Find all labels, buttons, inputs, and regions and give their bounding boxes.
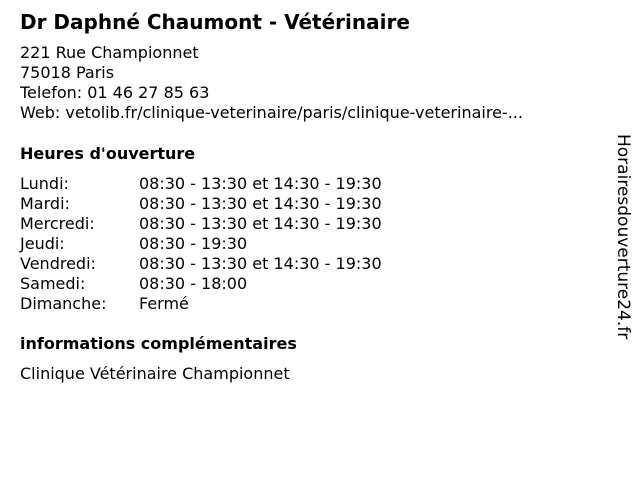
hours-value: 08:30 - 13:30 et 14:30 - 19:30 <box>139 254 382 273</box>
phone-number[interactable]: Telefon: 01 46 27 85 63 <box>20 83 210 102</box>
hours-row-tuesday <box>20 194 382 214</box>
page-title: Dr Daphné Chaumont - Vétérinaire <box>20 10 410 34</box>
hours-row-monday <box>20 174 382 194</box>
hours-row-saturday <box>20 274 382 294</box>
day-label: Mardi: <box>20 194 70 213</box>
hours-value: 08:30 - 18:00 <box>139 274 248 293</box>
website-link[interactable]: Web: vetolib.fr/clinique-veterinaire/paris/clinique-veterinaire-... <box>20 103 523 122</box>
opening-hours-heading: Heures d'ouverture <box>20 144 196 163</box>
additional-info-heading: informations complémentaires <box>20 334 297 353</box>
hours-value: 08:30 - 13:30 et 14:30 - 19:30 <box>139 174 382 193</box>
hours-value: 08:30 - 19:30 <box>139 234 248 253</box>
hours-row-sunday <box>20 294 382 314</box>
additional-info-text: Clinique Vétérinaire Championnet <box>20 364 290 383</box>
day-label: Dimanche: <box>20 294 107 313</box>
address-block <box>20 43 523 123</box>
hours-row-friday <box>20 254 382 274</box>
street-address: 221 Rue Championnet <box>20 43 199 62</box>
hours-row-thursday <box>20 234 382 254</box>
site-watermark: Horairesdouverture24.fr <box>613 134 633 340</box>
hours-value: Fermé <box>139 294 189 313</box>
day-label: Mercredi: <box>20 214 95 233</box>
day-label: Jeudi: <box>20 234 65 253</box>
opening-hours-table <box>20 174 382 314</box>
hours-row-wednesday <box>20 214 382 234</box>
day-label: Vendredi: <box>20 254 96 273</box>
hours-value: 08:30 - 13:30 et 14:30 - 19:30 <box>139 214 382 233</box>
day-label: Lundi: <box>20 174 69 193</box>
hours-value: 08:30 - 13:30 et 14:30 - 19:30 <box>139 194 382 213</box>
city-postal: 75018 Paris <box>20 63 115 82</box>
day-label: Samedi: <box>20 274 86 293</box>
